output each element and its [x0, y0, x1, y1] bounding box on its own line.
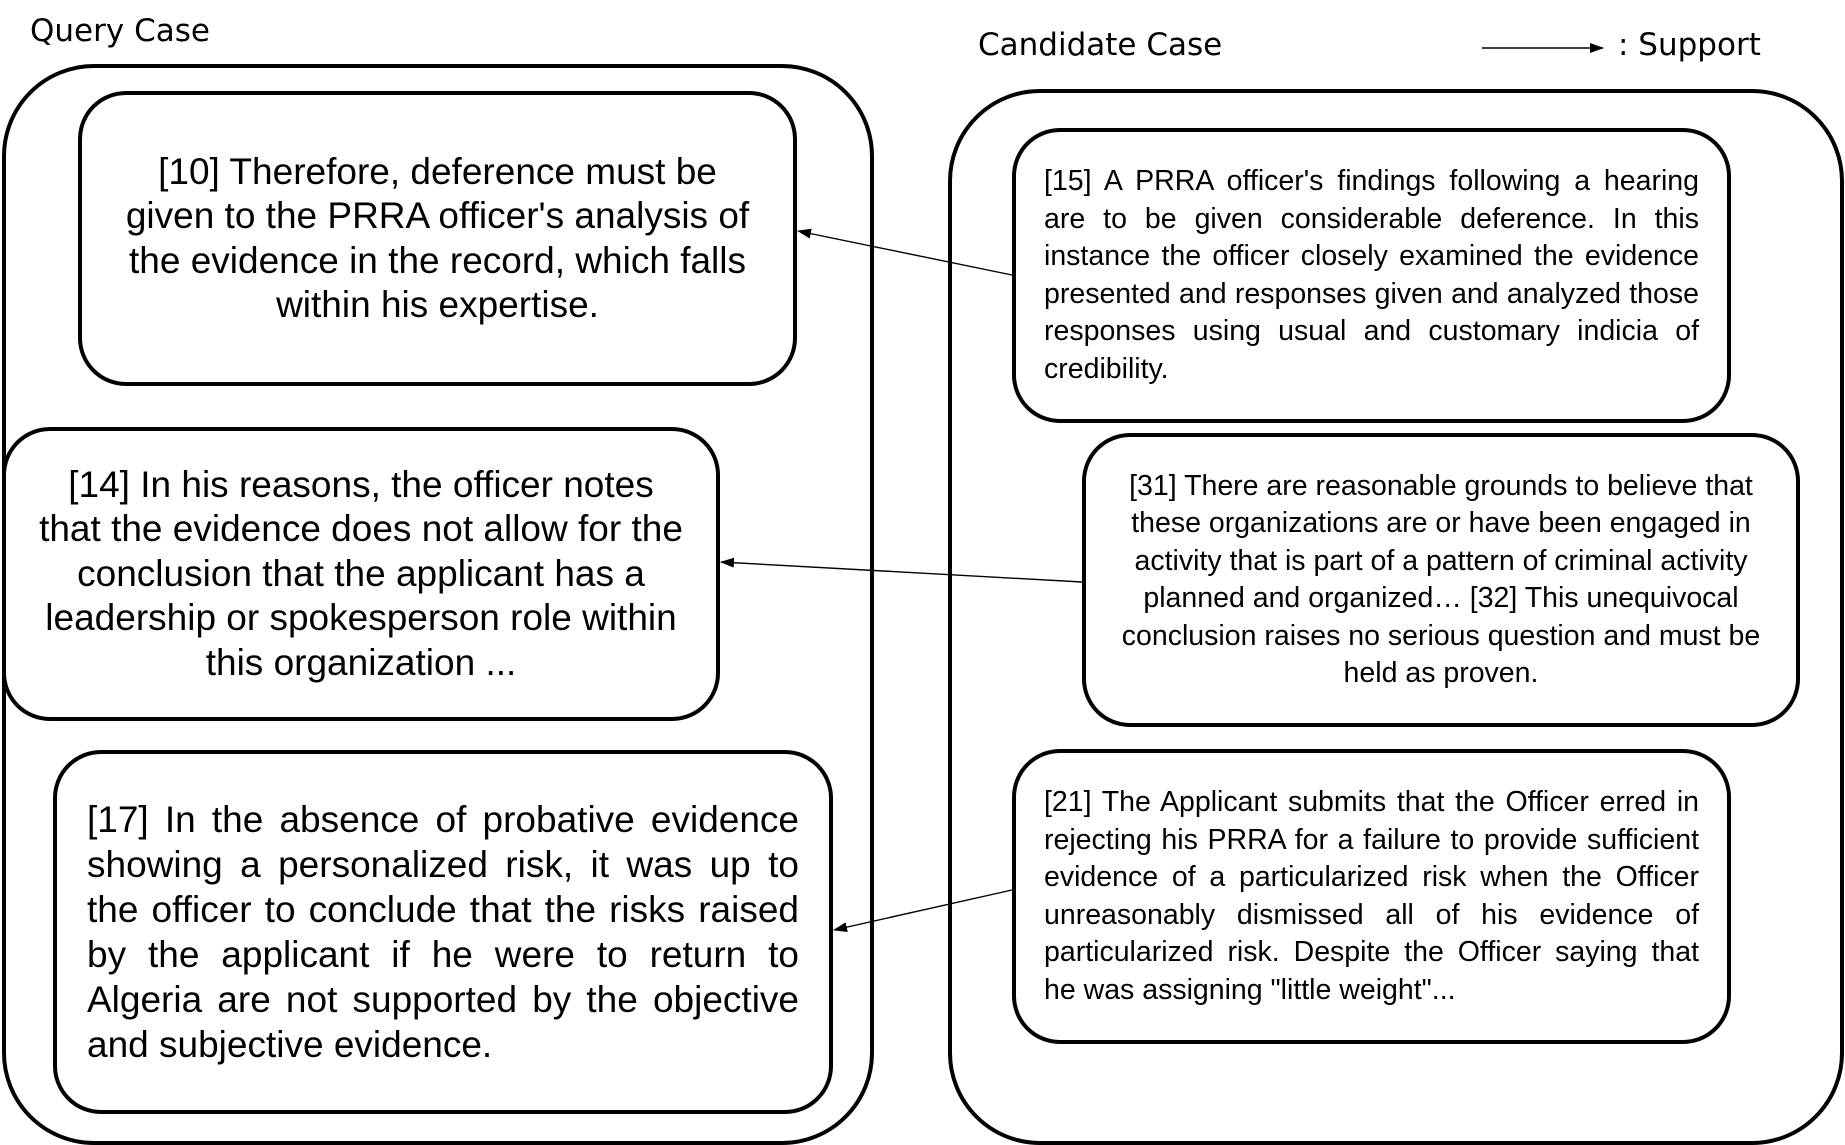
candidate-paragraph-31-text: [31] There are reasonable grounds to believe that these organizations are or have been engaged in activity that is part of a pattern of criminal activity planned and organized… [32] This unequivocal conclusion raises no serious question and must be held as proven. — [1121, 469, 1761, 689]
candidate-paragraph-21-text: [21] The Applicant submits that the Officer erred in rejecting his PRRA for a failure to provide sufficient evidence of a particularized risk when the Officer unreasonably dismissed all of his evidence of particularized risk. Despite the Officer saying that he was assigning "little weight"... — [1044, 786, 1699, 1006]
query-paragraph-10-text: [10] Therefore, deference must be given to the PRRA officer's analysis of the evidence in the record, which falls within his expertise. — [125, 150, 750, 325]
query-paragraph-14 — [2, 427, 720, 721]
candidate-case-title: Candidate Case — [978, 27, 1223, 63]
candidate-paragraph-15-text: [15] A PRRA officer's findings following a hearing are to be given considerable deference. In this instance the officer closely examined the evidence presented and responses given and analyzed those responses using usual and customary indicia of credibility. — [1044, 165, 1699, 385]
query-case-title: Query Case — [30, 13, 210, 49]
query-paragraph-14-text: [14] In his reasons, the officer notes that the evidence does not allow for the conclusion that the applicant has a leadership or spokesperson role within this organization ... — [39, 463, 683, 683]
query-paragraph-17-text: [17] In the absence of probative evidence showing a personalized risk, it was up to the officer to conclude that the risks raised by the applicant if he were to return to Algeria are not supported by the objective and subjective evidence. — [87, 799, 799, 1065]
candidate-paragraph-31 — [1082, 433, 1800, 727]
query-paragraph-10 — [78, 91, 797, 386]
query-paragraph-17 — [53, 750, 833, 1114]
candidate-paragraph-15 — [1012, 128, 1731, 423]
candidate-paragraph-21 — [1012, 749, 1731, 1044]
legend-label: : Support — [1618, 27, 1761, 63]
